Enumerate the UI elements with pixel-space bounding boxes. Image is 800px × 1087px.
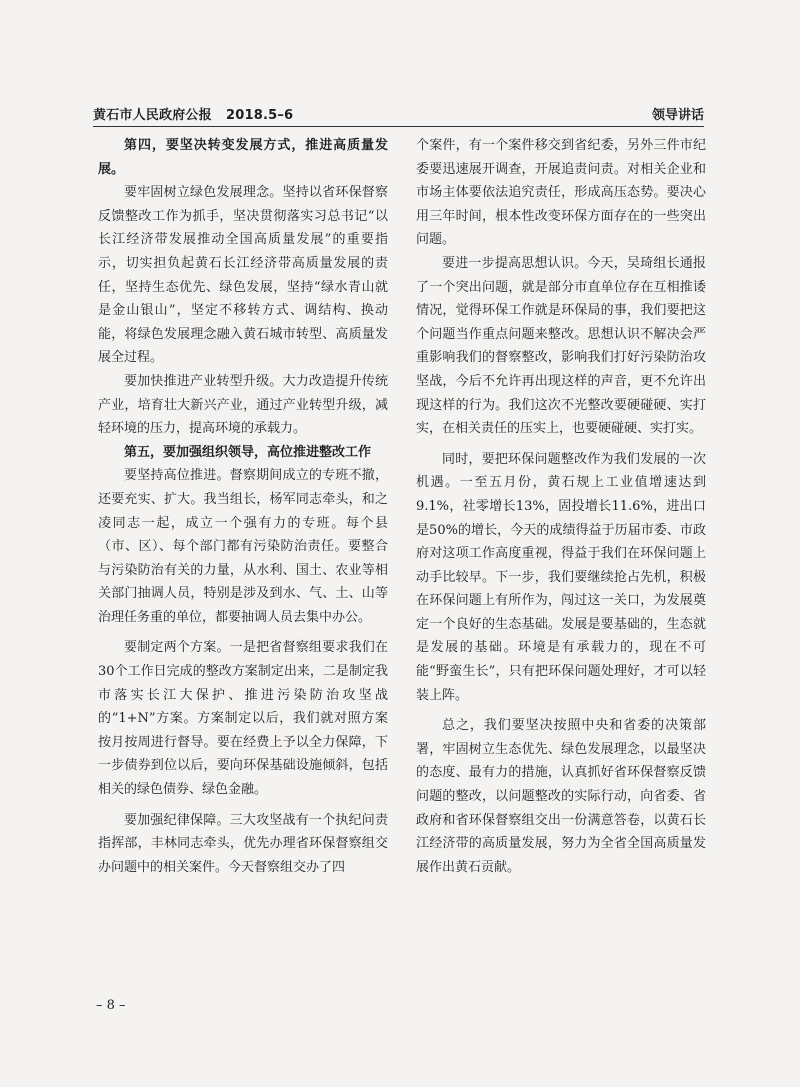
body-paragraph: 要坚持高位推进。督察期间成立的专班不撤，还要充实、扩大。我当组长，杨军同志牵头，和之凌同志一起，成立一个强有力的专班。每个县（市、区）、每个部门都有污染防治责任。要整合与污染防治有关的力量，从水利、国土、农业等相关部门抽调人员，特别是涉及到水、气、土、山等治理任务重的单位，都要抽调人员去集中办公。 [98,468,388,625]
right-column [416,134,706,879]
body-paragraph: 同时，要把环保问题整改作为我们发展的一次机遇。一至五月份，黄石规上工业值增速达到9.1%，社零增长13%，固投增长11.6%，进出口是50%的增长，今天的成绩得益于历届市委、市政府对这项工作高度重视，得益于我们在环保问题上动手比较早。下一步，我们要继续抢占先机，积极在环保问题上有所作为，闯过这一关口，为发展奠定一个良好的生态基础。发展是要基础的，生态就是发展的基础。环境是有承载力的，现在不可能“野蛮生长”，只有把环保问题处理好，才可以轻装上阵。 [416,451,706,703]
body-paragraph-continued: 个案件，有一个案件移交到省纪委，另外三件市纪委要迅速展开调查，开展追责问责。对相关企业和市场主体要依法追究责任，形成高压态势。要决心用三年时间，根本性改变环保方面存在的一些突出问题。 [416,138,706,248]
header-rule [93,126,704,127]
body-paragraph: 要牢固树立绿色发展理念。坚持以省环保督察反馈整改工作为抓手，坚决贯彻落实习总书记“以长江经济带发展推动全国高质量发展”的重要指示，切实担负起黄石长江经济带高质量发展的责任，坚持生态优先、绿色发展，坚持“绿水青山就是金山银山”，坚定不移转方式、调结构、换动能，将绿色发展理念融入黄石城市转型、高质量发展全过程。 [98,185,388,366]
body-paragraph: 要进一步提高思想认识。今天，吴琦组长通报了一个突出问题，就是部分市直单位存在互相推诿情况，觉得环保工作就是环保局的事，我们要把这个问题当作重点问题来整改。思想认识不解决会严重影响我们的督察整改，影响我们打好污染防治攻坚战，今后不允许再出现这样的声音，更不允许出现这样的行为。我们这次不光整改要硬碰硬、实打实，在相关责任的压实上，也要硬碰硬、实打实。 [416,255,706,437]
body-paragraph: 要加快推进产业转型升级。大力改造提升传统产业，培育壮大新兴产业，通过产业转型升级，减轻环境的压力，提高环境的承载力。 [98,373,388,437]
page-number: – 8 – [96,998,126,1013]
section-heading-5: 第五，要加强组织领导，高位推进整改工作 [124,444,372,460]
body-paragraph: 要制定两个方案。一是把省督察组要求我们在30个工作日完成的整改方案制定出来，二是制定我市落实长江大保护、推进污染防治攻坚战的“1+N”方案。方案制定以后，我们就对照方案按月按周进行督导。要在经费上予以全力保障，下一步债券到位以后，要向环保基础设施倾斜，包括相关的绿色债券、绿色金融。 [98,640,388,798]
publication-title: 黄石市人民政府公报 2018.5–6 [93,108,294,123]
section-heading-4: 第四，要坚决转变发展方式，推进高质量发展。 [98,138,388,177]
section-label: 领导讲话 [651,108,704,123]
body-paragraph: 总之，我们要坚决按照中央和省委的决策部署，牢固树立生态优先、绿色发展理念，以最坚决的态度、最有力的措施，认真抓好省环保督察反馈问题的整改，以问题整改的实际行动，向省委、省政府和省环保督察组交出一份满意答卷，以黄石长江经济带的高质量发展，努力为全省全国高质量发展作出黄石贡献。 [416,718,706,875]
left-column [98,134,388,879]
page-header [93,104,704,126]
body-paragraph: 要加强纪律保障。三大攻坚战有一个执纪问责指挥部，丰林同志牵头，优先办理省环保督察组交办问题中的相关案件。今天督察组交办了四 [98,812,388,875]
